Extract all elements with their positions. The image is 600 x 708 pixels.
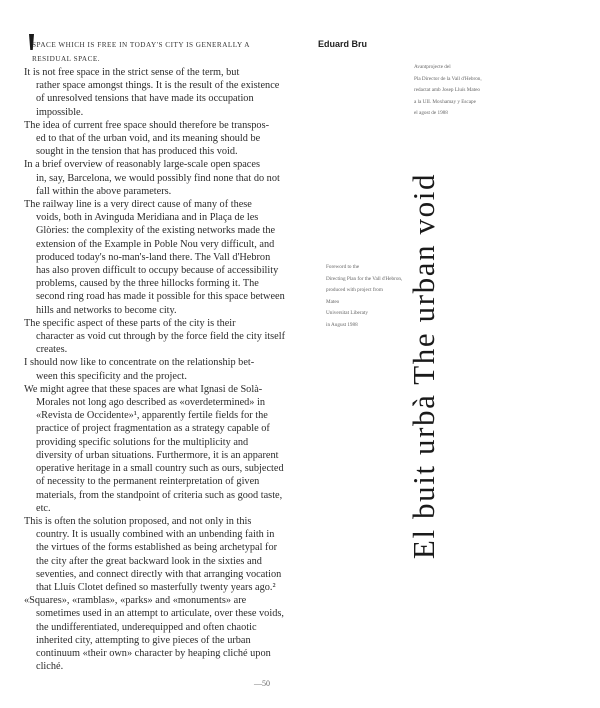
paragraph-first-line: We might agree that these spaces are what Ignasi de Solà- bbox=[24, 383, 263, 395]
paragraph-body: in, say, Barcelona, we would possibly find none that do not fall within the above parameters. bbox=[36, 172, 280, 197]
note-english bbox=[326, 262, 402, 331]
paragraph-first-line: The specific aspect of these parts of the city is their bbox=[24, 317, 236, 329]
note-line: el agost de 1988 bbox=[414, 110, 448, 116]
note-line: Directing Plan for the Vall d'Hebron, bbox=[326, 275, 403, 282]
paragraph-first-line: This is often the solution proposed, and not only in this bbox=[24, 515, 252, 527]
paragraph-body: sometimes used in an attempt to articulate, over these voids, the undifferentiated, underequipped and often chaotic inherited city, attempting to give pieces of the urban continuum «their own» character by heaping cliché upon cliché. bbox=[36, 608, 284, 673]
note-line: produced with project from bbox=[326, 287, 383, 293]
note-line: Universitat Liberaty bbox=[326, 310, 368, 316]
paragraph bbox=[24, 198, 286, 317]
article-body bbox=[24, 36, 286, 673]
paragraph-body: rather space amongst things. It is the result of the existence of unresolved tensions that have made its occupation impossible. bbox=[36, 80, 280, 118]
paragraph-first-line: It is not free space in the strict sense of the term, but bbox=[24, 67, 240, 78]
note-line: Foreword to the bbox=[326, 264, 360, 270]
paragraph-first-line: In a brief overview of reasonably large-scale open spaces bbox=[24, 159, 260, 171]
note-line: Mateo bbox=[326, 298, 340, 305]
paragraph bbox=[24, 317, 286, 357]
title-text: El buit urbà The urban void bbox=[406, 172, 441, 560]
note-line: redactat amb Josep Lluís Mateo bbox=[414, 87, 480, 93]
title-vertical bbox=[406, 48, 442, 684]
author-name: Eduard Bru bbox=[318, 39, 368, 49]
paragraph bbox=[24, 119, 286, 159]
paragraph bbox=[24, 356, 286, 382]
paragraph-body: character as void cut through by the force field the city itself creates. bbox=[36, 331, 286, 356]
note-line: in August 1988 bbox=[326, 321, 358, 328]
paragraph bbox=[24, 515, 286, 594]
paragraph bbox=[24, 158, 286, 198]
paragraph-first-line: «Squares», «ramblas», «parks» and «monuments» are bbox=[24, 595, 247, 607]
note-line: Pla Director de la Vall d'Hebron, bbox=[414, 75, 482, 82]
page-number: —50 bbox=[254, 679, 270, 688]
paragraph-body: voids, both in Avinguda Meridiana and in Plaça de les Glòries: the complexity of the existing networks made the extension of the Example in Poble Nou very difficult, and produced today's no-man's-land there. The Vall d'Hebron has also proven difficult to occupy because of accessibility problems, caused by the three hillocks forming it. The second ring road has made it possible for this space between hills and networks to become city. bbox=[36, 212, 285, 316]
paragraph-body: Morales not long ago described as «overdetermined» in «Revista de Occidente»¹, apparently fertile fields for the practice of project fragmentation as a strategy capable of providing specific solutions for the multiplicity and diversity of urban situations. Furthermore, it is an apparent operative heritage in a small country such as ours, subjected of necessity to the permanent reinterpretation of given materials, from the standpoint of criteria such as good taste, etc. bbox=[36, 397, 284, 514]
paragraph-first-line: The idea of current free space should therefore be transpos- bbox=[24, 119, 270, 131]
paragraph bbox=[24, 383, 286, 515]
paragraph-body: country. It is usually combined with an unbending faith in the virtues of the forms established as being archetypal for the city after the great backward look in the sixties and seventies, and connect directly with that arranging vocation that Lluís Clotet defined so masterfully twenty years ago.² bbox=[36, 529, 282, 593]
paragraph-first-line: The railway line is a very direct cause of many of these bbox=[24, 199, 252, 211]
note-line: Avantprojecte del bbox=[414, 64, 451, 70]
paragraph bbox=[24, 66, 286, 119]
note-line: a la UII. Moxhamay y Escape bbox=[414, 98, 476, 105]
lead-in: SPACE WHICH IS FREE IN TODAY'S CITY IS GENERALLY A RESIDUAL SPACE. bbox=[32, 41, 250, 63]
paragraph-body: ween this specificity and the project. bbox=[36, 370, 187, 382]
paragraph bbox=[24, 594, 286, 673]
paragraph-first-line: I should now like to concentrate on the relationship bet- bbox=[24, 357, 255, 369]
paragraph-body: ed to that of the urban void, and its meaning should be sought in the tension that has produced this void. bbox=[36, 133, 261, 158]
paragraphs bbox=[24, 66, 286, 673]
